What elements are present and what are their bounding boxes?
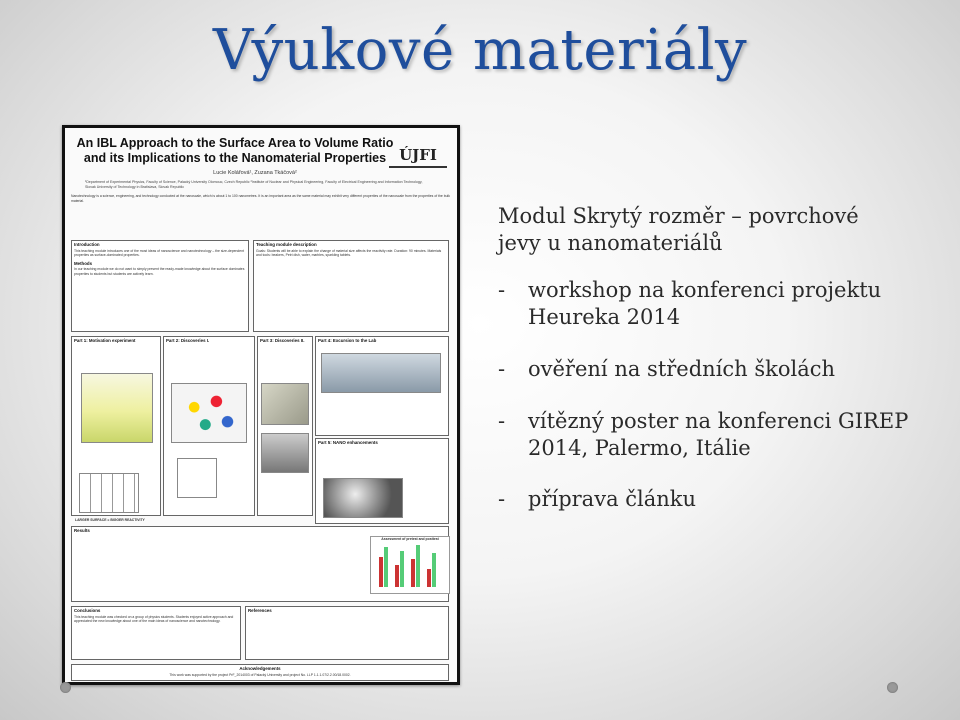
module-title-line2: jevy u nanomateriálů xyxy=(498,231,723,255)
slide-body xyxy=(498,203,938,513)
poster-title: An IBL Approach to the Surface Area to Volume Ratio and its Implications to the Nanomaterial Properties xyxy=(76,136,394,165)
poster-image xyxy=(62,125,460,685)
sem-photo xyxy=(323,478,403,518)
part2-heading: Part 2: Discoveries I. xyxy=(166,338,210,343)
chart-bar xyxy=(427,569,431,587)
list-item xyxy=(498,486,938,513)
chart-bar xyxy=(379,557,383,587)
list-item-text: ověření na středních školách xyxy=(528,357,836,381)
poster-affiliation: ¹Department of Experimental Physics, Faculty of Science, Palacký University Olomouc, Czech Republic ²Institute of Nuclear and Physical Engineering, Faculty of Electrical Engineering and Information Technology, Slovak University of Technology in Bratislava, Slovak Republic xyxy=(85,180,423,189)
module-text: Goals: Students will be able to explain the change of material size affects the reactivity rate. Duration: 90 minutes. Materials and tools: beakers, Petri dish, water, marbles, sparkling tablets. xyxy=(256,248,442,258)
ack-heading: Acknowledgements xyxy=(239,666,281,671)
conclusions-text: This teaching module was checked on a group of physics students. Students enjoyed active approach and appreciated the new knowledge about one of the main ideas of nanoscience and nanotechnology. xyxy=(74,614,234,624)
molecule-photo xyxy=(171,383,247,443)
chart-bar xyxy=(432,553,436,587)
poster-authors: Lucie Kolářová¹, Zuzana Tkáčová² xyxy=(213,170,297,176)
beakers-photo xyxy=(81,373,153,443)
module-heading: Teaching module description xyxy=(256,242,317,247)
chart-bar xyxy=(416,545,420,587)
part1-heading: Part 1: Motivation experiment xyxy=(74,338,136,343)
slide-title: Výukové materiály xyxy=(212,18,748,83)
results-chart xyxy=(370,536,450,594)
lab-photo xyxy=(321,353,441,393)
chart-bar xyxy=(384,547,388,587)
references-heading: References xyxy=(248,608,272,613)
methods-text: In our teaching module we do not want to simply present the ready-made knowledge about the surface dominates properties to students but students are actively learn. xyxy=(74,267,245,276)
part5-heading: Part 5: NANO enhancements xyxy=(318,440,378,445)
bullet-dash: - xyxy=(498,357,506,381)
results-heading: Results xyxy=(74,528,90,533)
list-item-text: vítězný poster na konferenci GIREP 2014, Palermo, Itálie xyxy=(528,409,909,460)
poster-introduction xyxy=(71,240,249,332)
bullet-dash: - xyxy=(498,278,506,302)
decorative-dot-right xyxy=(887,682,898,693)
list-item-text: workshop na konferenci projektu Heureka 2014 xyxy=(528,278,882,329)
decorative-dot-left xyxy=(60,682,71,693)
part3-heading: Part 3: Discoveries II. xyxy=(260,338,305,343)
introduction-text: This teaching module introduces one of the most ideas of nanoscience and nanotechnology – the size-dependent properties as surface-dominated properties. xyxy=(74,248,245,258)
poster-references xyxy=(245,606,449,660)
list-item xyxy=(498,356,938,383)
results-chart-title: Assessment of pretest and posttest xyxy=(381,537,439,541)
poster-acknowledgements xyxy=(71,664,449,681)
poster-conclusions xyxy=(71,606,241,660)
cubes-diagram xyxy=(79,473,139,513)
bullet-dash: - xyxy=(498,409,506,433)
list-item xyxy=(498,277,938,331)
module-title-line1: Modul Skrytý rozměr – povrchové xyxy=(498,204,859,228)
poster-content xyxy=(65,128,457,682)
poster-abstract: Nanotechnology is a science, engineering, and technology conducted at the nanoscale, which is about 1 to 100 nanometres. It is an important area as the same material may exhibit very different properties of the nanoscale from the properties of the bulk material. xyxy=(71,194,450,203)
part4-heading: Part 4: Excursion to the Lab xyxy=(318,338,377,343)
list-item-text: příprava článku xyxy=(528,487,697,511)
chart-bar xyxy=(400,551,404,587)
conductivity-photo xyxy=(261,433,309,473)
ack-text: This work was supported by the project PrF_2014003 of Palacký University and project No. LLP 1.1.1.07/2.2.00/18.0002. xyxy=(169,672,351,677)
chart-bar xyxy=(411,559,415,587)
poster-part3 xyxy=(257,336,313,516)
poster-logo: ÚJFI xyxy=(389,142,447,168)
poster-module-description xyxy=(253,240,449,332)
chart-bar xyxy=(395,565,399,587)
paper-photo xyxy=(177,458,217,498)
larger-surface-label: LARGER SURFACE = BIGGER REACTIVITY xyxy=(75,518,145,522)
list-item xyxy=(498,408,938,462)
conclusions-heading: Conclusions xyxy=(74,608,101,613)
introduction-heading: Introduction xyxy=(74,242,100,247)
methods-heading: Methods xyxy=(74,260,93,266)
sugar-photo xyxy=(261,383,309,425)
bullet-dash: - xyxy=(498,487,506,511)
